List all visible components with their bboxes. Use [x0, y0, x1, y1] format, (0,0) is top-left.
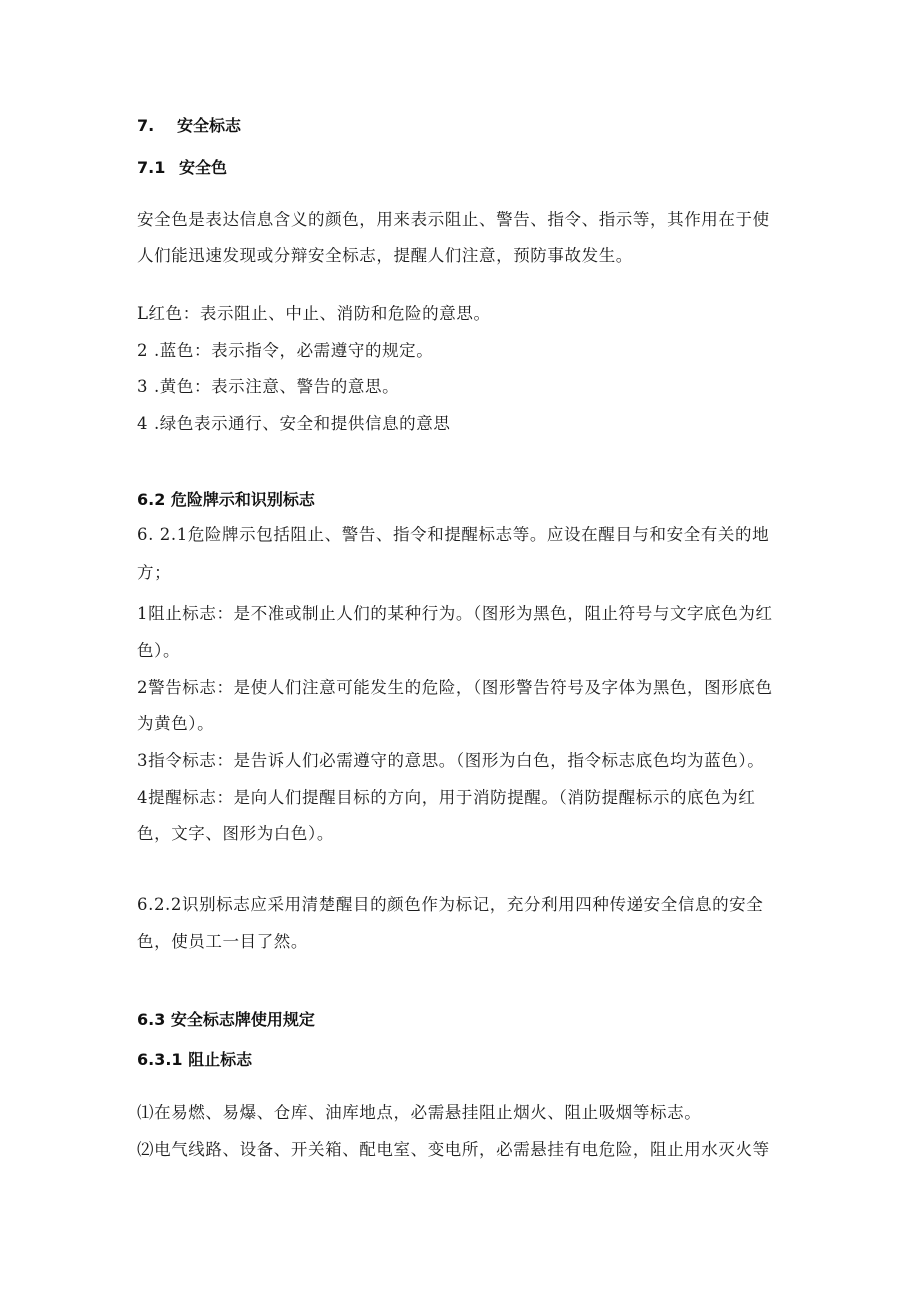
section-heading-6-3: 6.3 安全标志牌使用规定: [137, 1010, 315, 1029]
sign-type-line: 2警告标志：是使人们注意可能发生的危险，（图形警告符号及字体为黑色，图形底色: [137, 678, 773, 697]
section-heading-6-3-1: 6.3.1 阻止标志: [137, 1050, 253, 1069]
rule-line: ⑵电气线路、设备、开关箱、配电室、变电所，必需悬挂有电危险，阻止用水灭火等: [137, 1140, 770, 1159]
paragraph-6-2-1-line: 方；: [137, 563, 172, 582]
color-list-item: L红色：表示阻止、中止、消防和危险的意思。: [137, 304, 491, 323]
sign-type-line: 色）。: [137, 641, 181, 660]
section-heading-6-2: 6.2 危险牌示和识别标志: [137, 490, 315, 509]
sign-type-line: 色，文字、图形为白色）。: [137, 824, 334, 843]
paragraph-6-2-1-line: 6. 2.1危险牌示包括阻止、警告、指令和提醒标志等。应设在醒目与和安全有关的地: [137, 525, 770, 544]
intro-paragraph-line: 人们能迅速发现或分辩安全标志，提醒人们注意，预防事故发生。: [137, 246, 633, 265]
color-list-item: 3 .黄色：表示注意、警告的意思。: [137, 377, 400, 396]
section-heading-7: 7. 安全标志: [137, 116, 242, 135]
sign-type-line: 为黄色）。: [137, 714, 215, 733]
paragraph-6-2-2-line: 色，使员工一目了然。: [137, 932, 308, 951]
sign-type-line: 4提醒标志：是向人们提醒目标的方向，用于消防提醒。（消防提醒标示的底色为红: [137, 788, 756, 807]
sign-type-line: 3指令标志：是告诉人们必需遵守的意思。（图形为白色，指令标志底色均为蓝色）。: [137, 751, 765, 770]
color-list-item: 2 .蓝色：表示指令，必需遵守的规定。: [137, 341, 434, 360]
intro-paragraph-line: 安全色是表达信息含义的颜色，用来表示阻止、警告、指令、指示等，其作用在于使: [137, 210, 770, 229]
paragraph-6-2-2-line: 6.2.2识别标志应采用清楚醒目的颜色作为标记，充分利用四种传递安全信息的安全: [137, 895, 764, 914]
sign-type-line: 1阻止标志：是不准或制止人们的某种行为。（图形为黑色，阻止符号与文字底色为红: [137, 604, 773, 623]
color-list-item: 4 .绿色表示通行、安全和提供信息的意思: [137, 414, 451, 433]
section-heading-7-1: 7.1 安全色: [137, 158, 228, 177]
rule-line: ⑴在易燃、易爆、仓库、油库地点，必需悬挂阻止烟火、阻止吸烟等标志。: [137, 1103, 702, 1122]
